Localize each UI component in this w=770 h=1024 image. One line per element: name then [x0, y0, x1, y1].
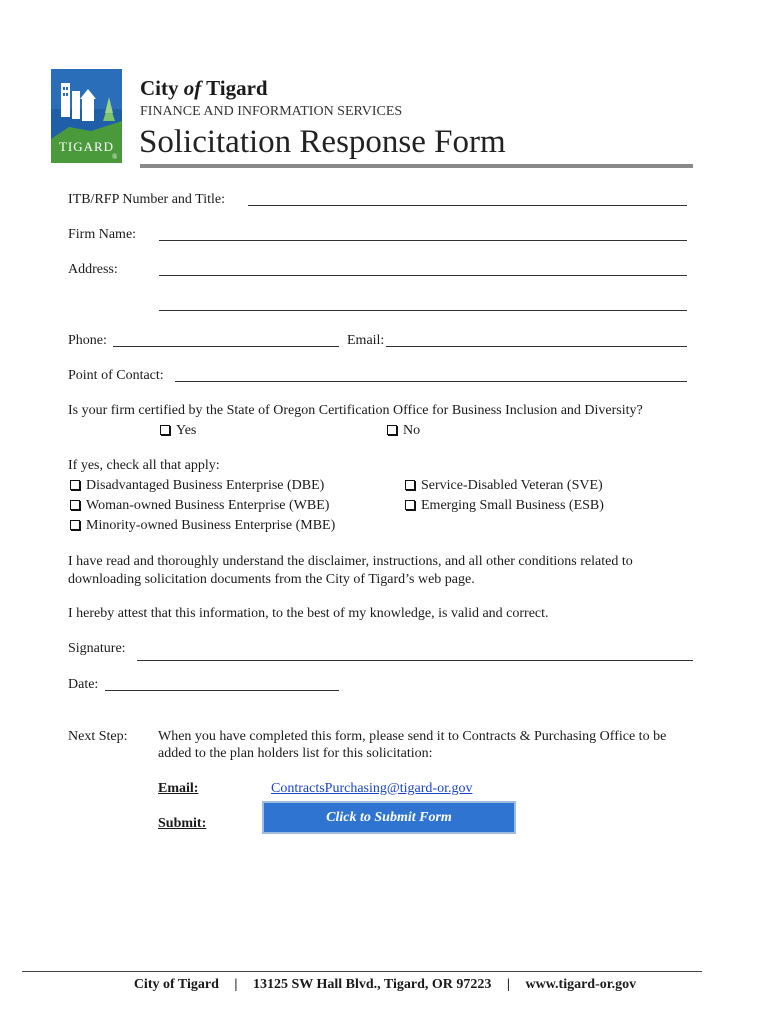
- firm-name-label: Firm Name:: [68, 227, 137, 242]
- dbe-checkbox[interactable]: [70, 480, 80, 490]
- email-input-line[interactable]: [386, 346, 687, 347]
- footer-address: 13125 SW Hall Blvd., Tigard, OR 97223: [252, 977, 492, 992]
- yes-label: Yes: [176, 423, 197, 438]
- form-title: Solicitation Response Form: [139, 124, 506, 160]
- city-name: [140, 76, 268, 101]
- phone-input-line[interactable]: [113, 346, 339, 347]
- certification-question: Is your firm certified by the State of Oregon Certification Office for Business Inclusion and Diversity?: [68, 403, 643, 418]
- submit-form-button[interactable]: [262, 801, 516, 834]
- itb-label: ITB/RFP Number and Title:: [68, 192, 226, 207]
- email-heading: Email:: [158, 781, 199, 796]
- address-input-line-2[interactable]: [159, 310, 687, 311]
- footer-separator-1: |: [234, 977, 238, 992]
- point-of-contact-input-line[interactable]: [175, 381, 687, 382]
- contracts-email-link[interactable]: ContractsPurchasing@tigard-or.gov: [271, 781, 473, 796]
- wbe-checkbox[interactable]: [70, 500, 80, 510]
- yes-checkbox[interactable]: [160, 425, 170, 435]
- footer-rule: [22, 971, 702, 972]
- next-step-text-line-1: When you have completed this form, please send it to Contracts & Purchasing Office to be: [158, 729, 667, 744]
- disclaimer-line-1: I have read and thoroughly understand the disclaimer, instructions, and all other conditions related to: [68, 554, 633, 569]
- city-word: Tigard: [206, 76, 268, 100]
- signature-input-line[interactable]: [137, 660, 693, 661]
- submit-form-button-label: Click to Submit Form: [326, 810, 452, 825]
- esb-checkbox[interactable]: [405, 500, 415, 510]
- attest-statement: I hereby attest that this information, to the best of my knowledge, is valid and correct.: [68, 606, 549, 621]
- registered-mark: ®: [112, 153, 118, 161]
- email-label: Email:: [347, 333, 385, 348]
- disclaimer-line-2: downloading solicitation documents from the City of Tigard’s web page.: [68, 572, 475, 587]
- footer-separator-2: |: [506, 977, 510, 992]
- no-checkbox[interactable]: [387, 425, 397, 435]
- footer-city: City of Tigard: [133, 977, 219, 992]
- department-name: FINANCE AND INFORMATION SERVICES: [140, 104, 403, 119]
- mbe-label: Minority-owned Business Enterprise (MBE): [86, 518, 336, 533]
- logo-text: TIGARD: [58, 139, 115, 154]
- wbe-label: Woman-owned Business Enterprise (WBE): [86, 498, 330, 513]
- city-prefix: City: [140, 76, 179, 100]
- no-label: No: [403, 423, 421, 438]
- next-step-label: Next Step:: [68, 729, 128, 744]
- point-of-contact-label: Point of Contact:: [68, 368, 164, 383]
- date-input-line[interactable]: [105, 690, 339, 691]
- apply-instruction: If yes, check all that apply:: [68, 458, 220, 473]
- firm-name-input-line[interactable]: [159, 240, 687, 241]
- sve-checkbox[interactable]: [405, 480, 415, 490]
- address-label: Address:: [68, 262, 118, 277]
- mbe-checkbox[interactable]: [70, 520, 80, 530]
- city-logo: [51, 69, 122, 163]
- address-input-line-1[interactable]: [159, 275, 687, 276]
- date-label: Date:: [68, 677, 99, 692]
- signature-label: Signature:: [68, 641, 126, 656]
- header-rule: [140, 164, 693, 168]
- itb-input-line[interactable]: [248, 205, 687, 206]
- submit-heading: Submit:: [158, 816, 207, 831]
- dbe-label: Disadvantaged Business Enterprise (DBE): [86, 478, 325, 493]
- sve-label: Service-Disabled Veteran (SVE): [421, 478, 603, 493]
- phone-label: Phone:: [68, 333, 107, 348]
- footer: [0, 977, 770, 993]
- city-of: of: [183, 76, 202, 100]
- esb-label: Emerging Small Business (ESB): [421, 498, 604, 513]
- next-step-text-line-2: added to the plan holders list for this solicitation:: [158, 746, 433, 761]
- footer-website-link[interactable]: www.tigard-or.gov: [525, 977, 637, 992]
